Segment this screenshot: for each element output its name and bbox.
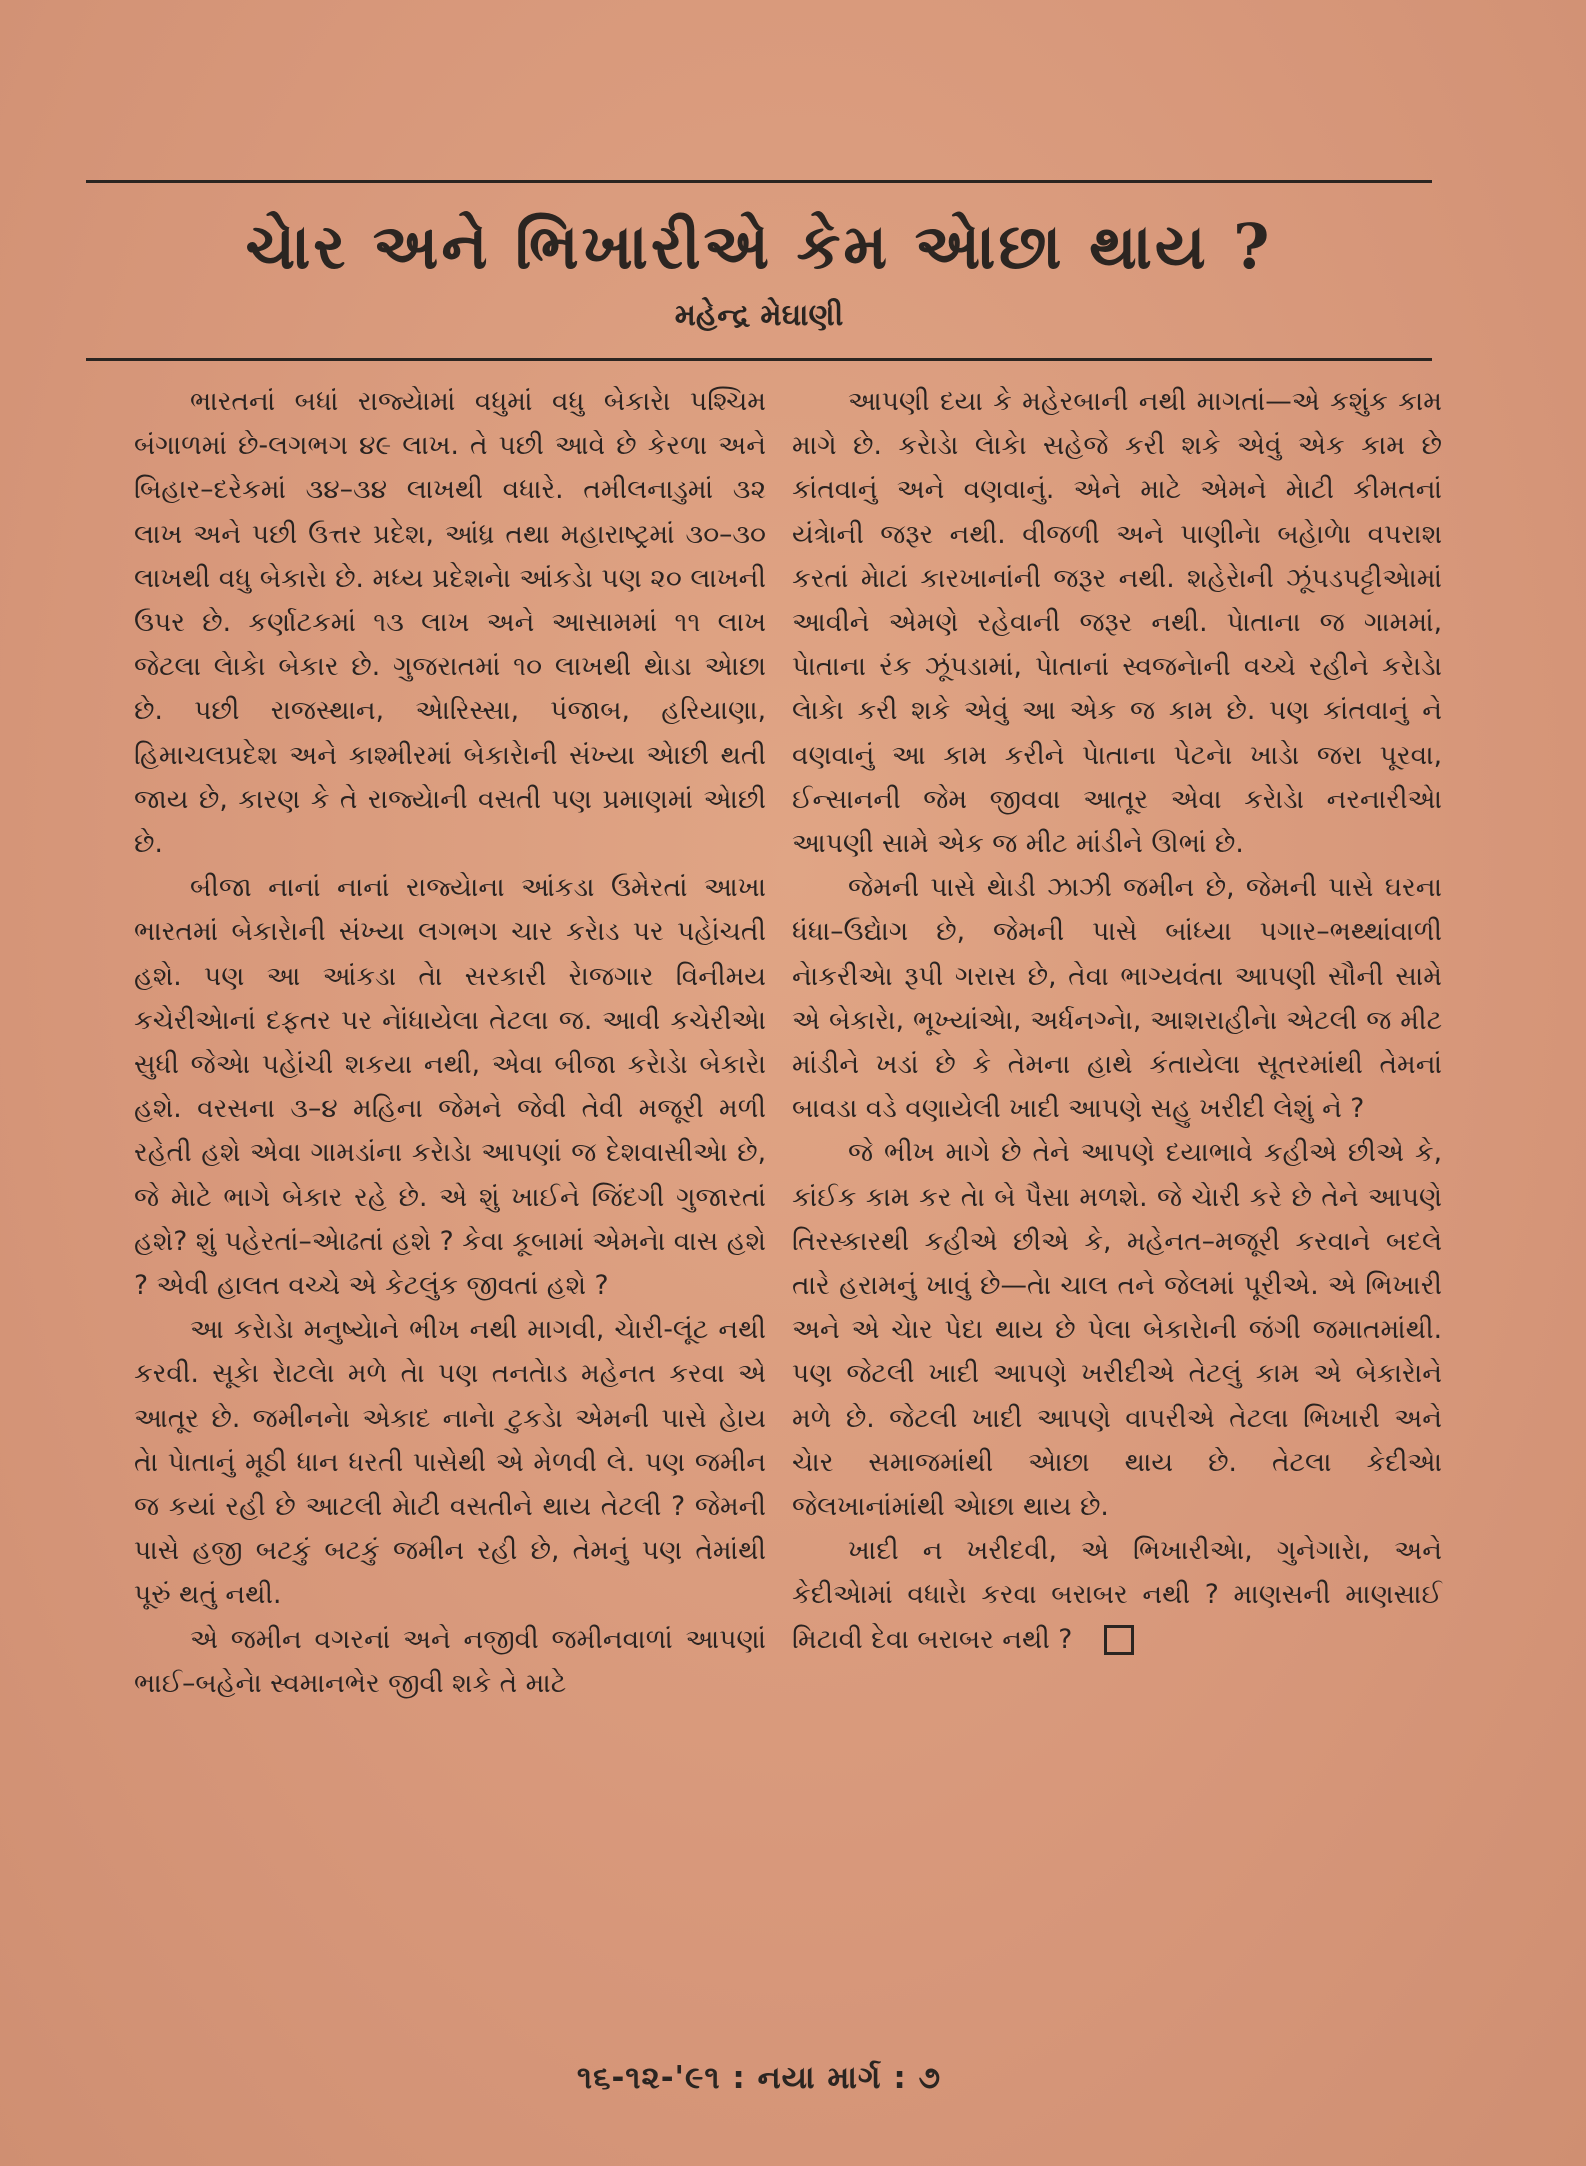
paragraph: ભારતનાં બધાં રાજ્યેામાં વધુમાં વધુ બેકારેા પશ્ચિમ બંગાળમાં છે-લગભગ ૪૯ લાખ. તે પછી આવે છે કેરળા અને બિહાર–દરેકમાં ૩૪–૩૪ લાખથી વધારે. તમીલનાડુમાં ૩૨ લાખ અને પછી ઉત્તર પ્રદેશ, આંધ્ર તથા મહારાષ્ટ્રમાં ૩૦–૩૦ લાખથી વધુ બેકારેા છે. મધ્ય પ્રદેશનેા આંકડેા પણ ૨૦ લાખની ઉપર છે. કર્ણાટકમાં ૧૩ લાખ અને આસામમાં ૧૧ લાખ જેટલા લેાકેા બેકાર છે. ગુજરાતમાં ૧૦ લાખથી થેાડા એાછા છે. પછી રાજસ્થાન, એારિસ્સા, પંજાબ, હરિયાણા, હિમાચલપ્રદેશ અને કાશ્મીરમાં બેકારેાની સંખ્યા એાછી થતી જાય છે, કારણ કે તે રાજ્યેાની વસતી પણ પ્રમાણમાં એાછી છે.	[134, 386, 766, 860]
article-title: ચેાર અને ભિખારીએ કેમ એાછા થાય ?	[245, 210, 1273, 283]
paragraph: જે ભીખ માગે છે તેને આપણે દયાભાવે કહીએ છીએ કે, કાંઈક કામ કર તેા બે પૈસા મળશે. જે ચેારી કરે છે તેને આપણે તિરસ્કારથી કહીએ છીએ કે, મહેનત–મજૂરી કરવાને બદલે તારે હરામનું ખાવું છે—તેા ચાલ તને જેલમાં પૂરીએ. એ ભિખારી અને એ ચેાર પેદા થાય છે પેલા બેકારેાની જંગી જમાતમાંથી. પણ જેટલી ખાદી આપણે ખરીદીએ તેટલું કામ એ બેકારેાને મળે છે. જેટલી ખાદી આપણે વાપરીએ તેટલા ભિખારી અને ચેાર સમાજમાંથી એાછા થાય છે. તેટલા કેદીએા જેલખાનાંમાંથી એાછા થાય છે.	[792, 1137, 1442, 1523]
right-column	[792, 380, 1442, 1662]
paragraph: બીજા નાનાં નાનાં રાજ્યેાના આંકડા ઉમેરતાં આખા ભારતમાં બેકારેાની સંખ્યા લગભગ ચાર કરેાડ પર પહેાંચતી હશે. પણ આ આંકડા તેા સરકારી રેાજગાર વિનીમય કચેરીએાનાં દફતર પર નેાંધાયેલા તેટલા જ. આવી કચેરીએા સુધી જેએા પહેાંચી શકયા નથી, એવા બીજા કરેાડેા બેકારેા હશે. વરસના ૩–૪ મહિના જેમને જેવી તેવી મજૂરી મળી રહેતી હશે એવા ગામડાંના કરેાડેા આપણાં જ દેશવાસીએા છે, જે મેાટે ભાગે બેકાર રહે છે. એ શું ખાઈને જિંદગી ગુજારતાં હશે? શું પહેરતાં–એાઢતાં હશે ? કેવા કૂબામાં એમનેા વાસ હશે ? એવી હાલત વચ્ચે એ કેટલુંક જીવતાં હશે ?	[134, 872, 766, 1302]
paragraph: જેમની પાસે થેાડી ઝાઝી જમીન છે, જેમની પાસે ઘરના ધંધા–ઉદ્યેાગ છે, જેમની પાસે બાંધ્યા પગાર–ભથ્થાંવાળી નેાકરીએા રૂપી ગરાસ છે, તેવા ભાગ્યવંતા આપણી સૌની સામે એ બેકારેા, ભૂખ્યાંએા, અર્ધનગ્નેા, આશરાહીનેા એટલી જ મીટ માંડીને ખડાં છે કે તેમના હાથે કંતાયેલા સૂતરમાંથી તેમનાં બાવડા વડે વણાયેલી ખાદી આપણે સહુ ખરીદી લેશું ને ?	[792, 872, 1442, 1125]
left-column	[134, 380, 766, 1706]
end-mark-square-icon	[1104, 1625, 1134, 1655]
paragraph-final-text: ખાદી ન ખરીદવી, એ ભિખારીએા, ગુનેગારેા, અને કેદીએામાં વધારેા કરવા બરાબર નથી ? માણસની માણસાઈ મિટાવી દેવા બરાબર નથી ?	[792, 1535, 1442, 1655]
page-footer: ૧૬-૧૨-'૯૧ : નયા માર્ગ : ૭	[576, 2060, 942, 2096]
paragraph: આપણી દયા કે મહેરબાની નથી માગતાં—એ કશુંક કામ માગે છે. કરેાડેા લેાકેા સહેજે કરી શકે એવું એક કામ છે કાંતવાનું અને વણવાનું. એને માટે એમને મેાટી કીમતનાં યંત્રાેની જરૂર નથી. વીજળી અને પાણીનેા બહેાળેા વપરાશ કરતાં મેાટાં કારખાનાંની જરૂર નથી. શહેરેાની ઝૂંપડપટ્ટીએામાં આવીને એમણે રહેવાની જરૂર નથી. પેાતાના જ ગામમાં, પેાતાના રંક ઝૂંપડામાં, પેાતાનાં સ્વજનેાની વચ્ચે રહીને કરેાડેા લેાકેા કરી શકે એવું આ એક જ કામ છે. પણ કાંતવાનું ને વણવાનું આ કામ કરીને પેાતાના પેટનેા ખાડેા જરા પૂરવા, ઈન્સાનની જેમ જીવવા આતૂર એવા કરેાડેા નરનારીએા આપણી સામે એક જ મીટ માંડીને ઊભાં છે.	[792, 386, 1442, 860]
paragraph: એ જમીન વગરનાં અને નજીવી જમીનવાળાં આપણાં ભાઈ–બહેનેા સ્વમાનભેર જીવી શકે તે માટે	[134, 1623, 766, 1699]
article-author: મહેન્દ્ર મેઘાણી	[674, 298, 844, 333]
paragraph-final	[792, 1529, 1442, 1662]
header-rule	[86, 358, 1432, 361]
paragraph: આ કરેાડેા મનુષ્યેાને ભીખ નથી માગવી, ચેારી-લૂંટ નથી કરવી. સૂકેા રેાટલેા મળે તેા પણ તનતેાડ મહેનત કરવા એ આતૂર છે. જમીનનેા એકાદ નાનેા ટુકડેા એમની પાસે હેાય તેા પેાતાનું મૂઠી ધાન ધરતી પાસેથી એ મેળવી લે. પણ જમીન જ કયાં રહી છે આટલી મેાટી વસતીને થાય તેટલી ? જેમની પાસે હજી બટકું બટકું જમીન રહી છે, તેમનું પણ તેમાંથી પૂરું થતું નથી.	[134, 1314, 766, 1611]
top-rule	[86, 180, 1432, 183]
